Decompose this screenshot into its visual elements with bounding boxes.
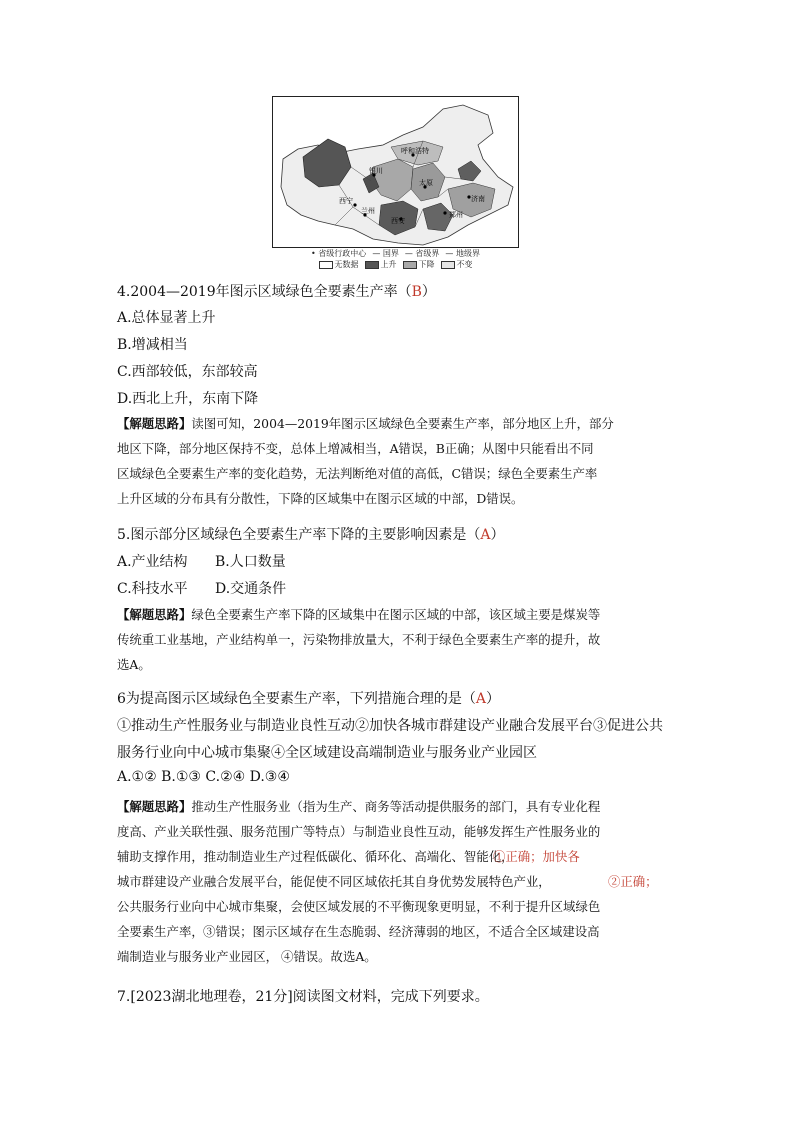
q5-option-d: D.交通条件 [215, 581, 287, 597]
legend-province-border: — 省级界 [404, 249, 440, 258]
q5-option-b: B.人口数量 [215, 554, 286, 570]
q5-option-c: C.科技水平 [117, 581, 188, 597]
q5-stem: 5.图示部分区域绿色全要素生产率下降的主要影响因素是（A） [117, 527, 505, 543]
map-label-zhengzhou: 郑州 [449, 211, 463, 219]
legend-rise: 上升 [365, 259, 397, 270]
q5-options-row1 [117, 551, 286, 571]
q5-option-a: A.产业结构 [117, 554, 188, 570]
legend-row-changes [272, 259, 519, 270]
q6-stem: 6为提高图示区域绿色全要素生产率，下列措施合理的是（A） [117, 691, 501, 707]
map-label-xining: 西宁 [339, 197, 353, 205]
map-label-yinchuan: 银川 [369, 167, 383, 175]
legend-capital: • 省级行政中心 [311, 249, 367, 258]
map-legend [272, 248, 519, 270]
legend-same: 不变 [441, 259, 473, 270]
q4-explanation: 【解题思路】读图可知，2004—2019年图示区域绿色全要素生产率，部分地区上升，部分 地区下降，部分地区保持不变，总体上增减相当，A错误，B正确；从图中只能看出不同 区域绿色全要素生产率的变化趋势，无法判断绝对值的高低，C错误；绿色全要素生产率 上升区域的分布具有分散性，下降的区域集中在图示区域的中部，D错误。 [117, 416, 614, 506]
q4-answer: B [411, 284, 422, 300]
q5-options-row2 [117, 578, 286, 598]
legend-fall: 下降 [403, 259, 435, 270]
q5-answer: A [480, 527, 491, 543]
region-map [272, 96, 519, 248]
q6-measures-line1: ①推动生产性服务业与制造业良性互动②加快各城市群建设产业融合发展平台③促进公共 [117, 718, 663, 734]
map-label-lanzhou: 兰州 [361, 207, 375, 215]
q7-stem: 7.[2023湖北地理卷，21分]阅读图文材料，完成下列要求。 [117, 989, 489, 1005]
q6-measures-line2: 服务行业向中心城市集聚④全区域建设高端制造业与服务业产业园区 [117, 745, 537, 761]
q4-option-b: B.增减相当 [117, 337, 188, 353]
q4-stem: 4.2004—2019年图示区域绿色全要素生产率（B） [117, 284, 436, 300]
q6-mark-4: ④错误。故选A。 [281, 949, 377, 964]
q6-mark-2: ②正确； [608, 874, 658, 889]
q6-options: A.①② B.①③ C.②④ D.③④ [117, 769, 290, 785]
q4-option-c: C.西部较低，东部较高 [117, 364, 258, 380]
q6-explanation: 【解题思路】推动生产性服务业（指为生产、商务等活动提供服务的部门，具有专业化程 度高、产业关联性强、服务范围广等特点）与制造业良性互动，能够发挥生产性服务业的 辅助支撑作用，推动制造业生产过程低碳化、循环化、高端化、智能化， 城市群建设产业融合发展平台，能促使不同区域依托其自身优势发展特色产业， 公共服务行业向中心城市集聚，会使区域发展的不平衡现象更明显，不利于提升区域绿色 全要素生产率， 端制造业与服务业产业园区， [117, 799, 601, 964]
q4-option-a: A.总体显著上升 [117, 310, 216, 326]
legend-prefecture-border: — 地级界 [445, 249, 480, 258]
map-label-jinan: 济南 [471, 195, 485, 203]
map-label-hohhot: 呼和浩特 [401, 147, 429, 155]
q6-answer: A [475, 691, 487, 707]
q6-mark-1: ①正确；加快各 [493, 849, 580, 864]
map-label-xian: 西安 [391, 217, 405, 225]
q4-option-d: D.西北上升，东南下降 [117, 391, 259, 407]
legend-row-boundaries [272, 248, 519, 259]
q5-explanation: 【解题思路】绿色全要素生产率下降的区域集中在图示区域的中部，该区域主要是煤炭等 传统重工业基地，产业结构单一，污染物排放量大，不利于绿色全要素生产率的提升，故 选A。 [117, 607, 601, 672]
legend-no-data: 无数据 [319, 259, 359, 270]
legend-national-border: — 国界 [372, 249, 399, 258]
q6-mark-3: ③错误；图示区域存在生态脆弱、经济薄弱的地区，不适合全区域建设高 [203, 924, 600, 939]
map-graphic [273, 97, 519, 248]
map-label-taiyuan: 太原 [419, 179, 433, 187]
